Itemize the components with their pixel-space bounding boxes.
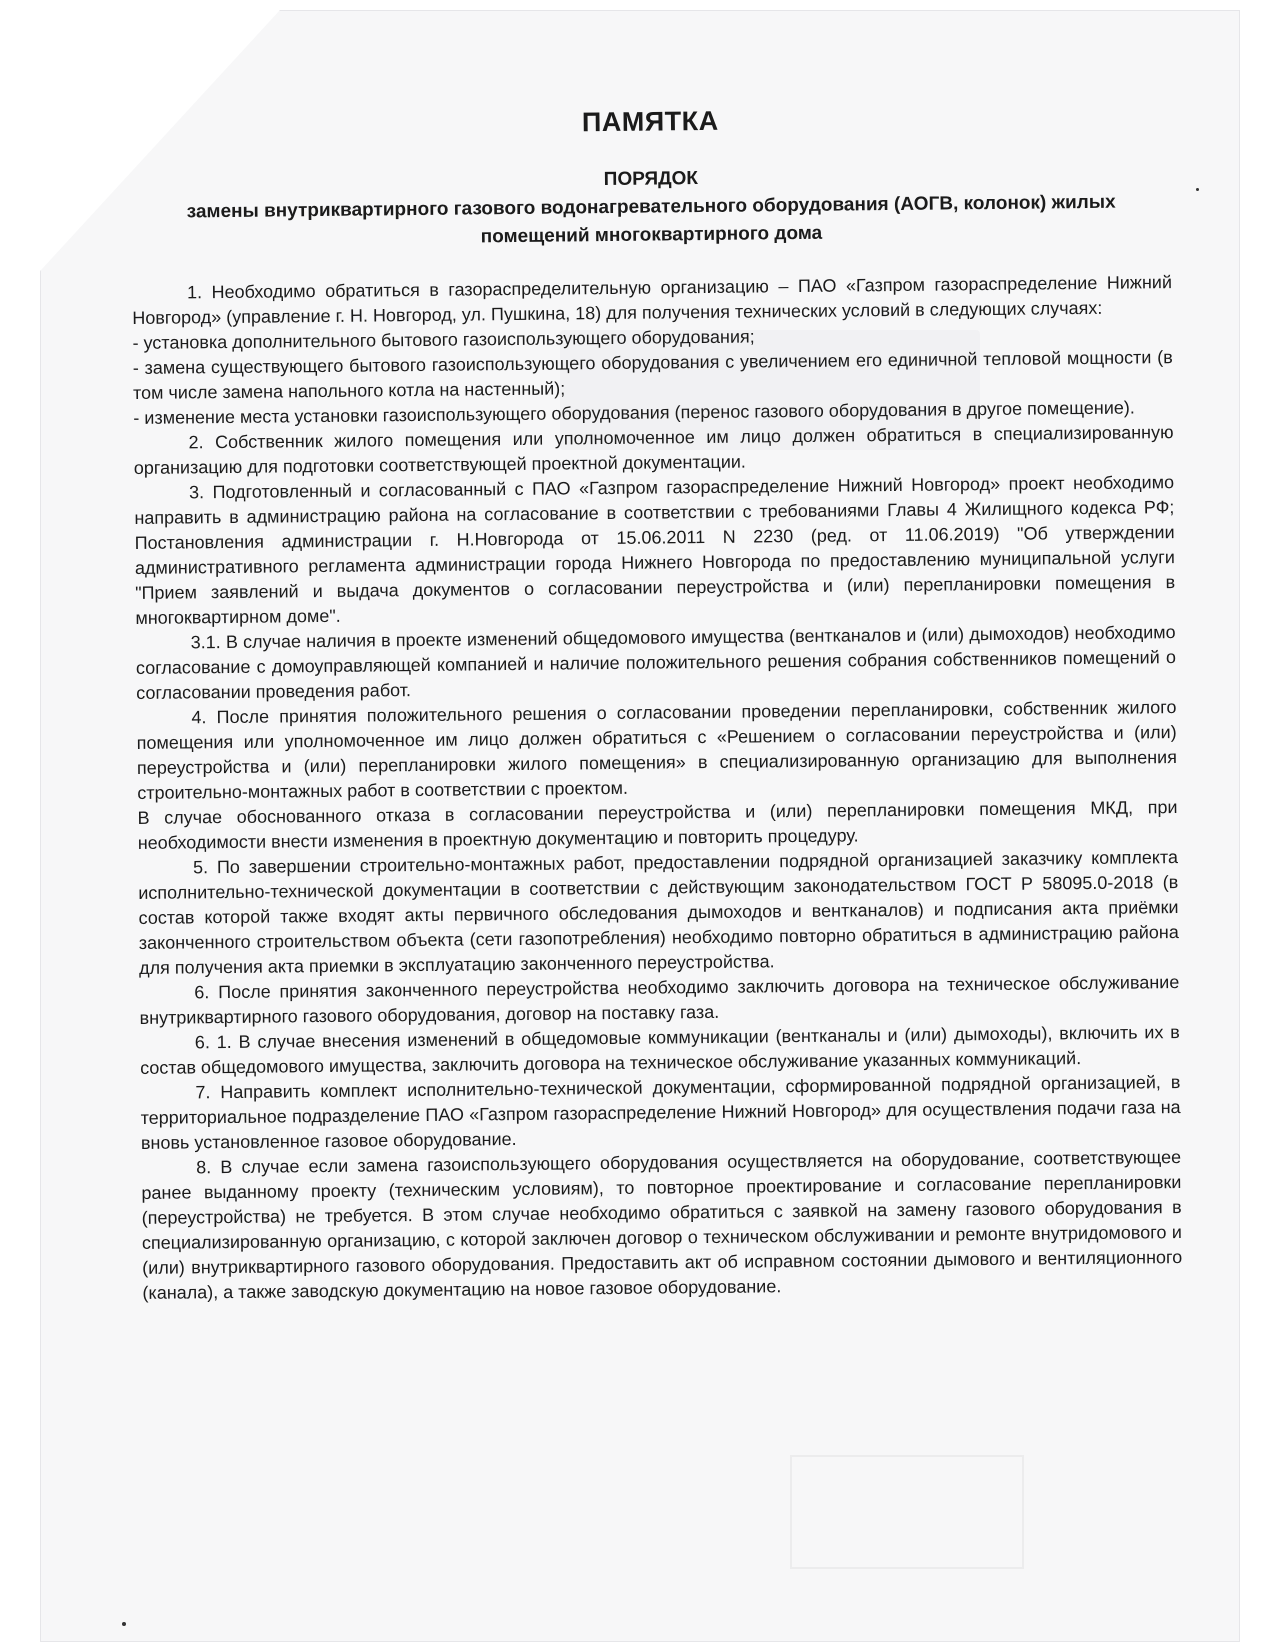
- paragraph-item-5: 5. По завершении строительно-монтажных работ, предоставлении подрядной организацией заказчику комплекта исполнительно-технической документации в соответствии с действующим законодательством ГОСТ Р 58095.0-2018 (в состав которой также входят акты первичного обследования дымоходов и вентканалов) и подписания акта приёмки законченного строительством объекта (сети газопотребления) необходимо повторно обратиться в администрацию района для получения акта приемки в эксплуатацию законченного переустройства.: [138, 847, 1179, 978]
- paragraph-item-3: 3. Подготовленный и согласованный с ПАО «Газпром газораспределение Нижний Новгород» проект необходимо направить в администрацию района на согласование в соответствии с требованиями Главы 4 Жилищного кодекса РФ; Постановления администрации г. Н.Новгорода от 15.06.2011 N 2230 (ред. от 11.06.2019) "Об утверждении административного регламента администрации города Нижнего Новгорода по предоставлению муниципальной услуги "Прием заявлений и выдача документов о согласовании переустройства и (или) перепланировки помещения в многоквартирном доме".: [134, 472, 1176, 628]
- document-body: [132, 270, 1183, 1306]
- document-content: [130, 89, 1183, 1306]
- scan-speck: [122, 1622, 126, 1626]
- paragraph-item-1: 1. Необходимо обратиться в газораспределительную организацию – ПАО «Газпром газораспределение Нижний Новгород» (управление г. Н. Новгород, ул. Пушкина, 18) для получения технических условий в следующих случаях:: [132, 272, 1173, 328]
- bullet-item: - установка дополнительного бытового газоиспользующего оборудования;: [132, 326, 755, 353]
- paragraph-item-6: 6. После принятия законченного переустройства необходимо заключить договора на техническое обслуживание внутриквартирного газового оборудования, договор на поставку газа.: [139, 972, 1180, 1028]
- subtitle-line: помещений многоквартирного дома: [480, 222, 823, 248]
- subtitle-line: замены внутриквартирного газового водонагревательного оборудования (АОГВ, колонок) жилых: [186, 191, 1116, 223]
- paragraph-item-2: 2. Собственник жилого помещения или уполномоченное им лицо должен обратиться в специализированную организацию для подготовки соответствующей проектной документации.: [133, 422, 1174, 478]
- document-subtitle: [131, 160, 1172, 255]
- paragraph-item-8: 8. В случае если замена газоиспользующего оборудования осуществляется на оборудование, соответствующее ранее выданному проекту (техническим условиям), то повторное проектирование и согласование перепланировки (переустройства) не требуется. В этом случае необходимо обратиться с заявкой на замену газового оборудования в специализированную организацию, с которой заключен договор о техническом обслуживании и ремонте внутридомового и (или) внутриквартирного газового оборудования. Предоставить акт об исправном состоянии дымового и вентиляционного (канала), а также заводскую документацию на новое газовое оборудование.: [141, 1147, 1183, 1303]
- bullet-item: - замена существующего бытового газоиспользующего оборудования с увеличением его единичной тепловой мощности (в том числе замена напольного котла на настенный);: [132, 347, 1173, 403]
- scan-speck: [1196, 188, 1199, 191]
- document-title: ПАМЯТКА: [581, 105, 719, 138]
- paragraph-item-3-1: 3.1. В случае наличия в проекте изменений общедомового имущества (вентканалов и (или) дымоходов) необходимо согласование с домоуправляющей компанией и наличие положительного решения собрания собственников помещений о согласовании проведения работ.: [135, 622, 1176, 703]
- paragraph-item-6-1: 6. 1. В случае внесения изменений в общедомовые коммуникации (вентканалы и (или) дымоходы), включить их в состав общедомового имущества, заключить договора на техническое обслуживание указанных коммуникаций.: [140, 1022, 1180, 1078]
- bullet-item: - изменение места установки газоиспользующего оборудования (перенос газового оборудования в другое помещение).: [133, 397, 1135, 428]
- paragraph-item-4: 4. После принятия положительного решения о согласовании проведении перепланировки, собственник жилого помещения или уполномоченное им лицо должен обратиться с «Решением о согласовании переустройства и (или) переустройства и (или) перепланировки жилого помещения» в специализированную организацию для выполнения строительно-монтажных работ в соответствии с проектом.: [136, 697, 1178, 803]
- paragraph-refusal-note: В случае обоснованного отказа в согласовании переустройства и (или) перепланировки помещения МКД, при необходимости внести изменения в проектную документацию и повторить процедуру.: [137, 797, 1178, 853]
- subtitle-line: ПОРЯДОК: [603, 168, 699, 191]
- paragraph-item-7: 7. Направить комплект исполнительно-технической документации, сформированной подрядной организацией, в территориальное подразделение ПАО «Газпром газораспределение Нижний Новгород» для осуществления подачи газа на вновь установленное газовое оборудование.: [140, 1072, 1181, 1153]
